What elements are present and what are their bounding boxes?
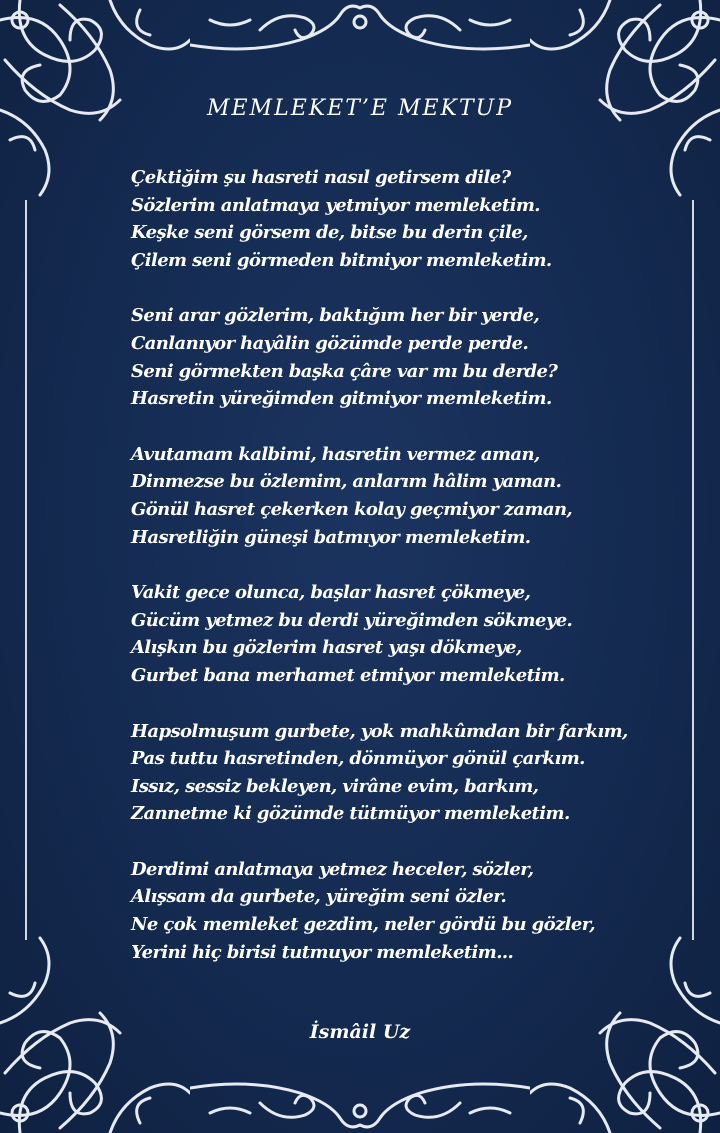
poem-line: Canlanıyor hayâlin gözümde perde perde.: [131, 332, 529, 354]
poem-line: Issız, sessiz bekleyen, virâne evim, barkım,: [131, 775, 539, 797]
poem-line: Dinmezse bu özlemim, anlarım hâlim yaman.: [131, 471, 562, 493]
poem-line: Hapsolmuşum gurbete, yok mahkûmdan bir farkım,: [131, 720, 628, 742]
poem-line: Sözlerim anlatmaya yetmiyor memleketim.: [131, 194, 540, 216]
poem-line: Zannetme ki gözümde tütmüyor memleketim.: [131, 803, 570, 825]
poem-line: Alışsam da gurbete, yüreğim seni özler.: [131, 886, 507, 908]
stanza-6: [131, 856, 671, 966]
poem-line: Çilem seni görmeden bitmiyor memleketim.: [131, 249, 552, 271]
stanza-3: [131, 441, 671, 551]
top-scroll-flourish-icon: [190, 0, 530, 60]
poem-line: Gönül hasret çekerken kolay geçmiyor zaman,: [131, 498, 573, 520]
poem-line: Seni görmekten başka çâre var mı bu derde?: [131, 360, 558, 382]
poem-line: Keşke seni görsem de, bitse bu derin çile,: [131, 222, 528, 244]
bottom-scroll-flourish-icon: [190, 1073, 530, 1133]
poem-line: Çektiğim şu hasreti nasıl getirsem dile?: [131, 167, 511, 188]
left-border-line: [25, 200, 27, 940]
stanza-2: [131, 302, 671, 412]
poem-line: Gurbet bana merhamet etmiyor memleketim.: [131, 664, 565, 686]
poem-line: Gücüm yetmez bu derdi yüreğimden sökmeye.: [131, 609, 573, 631]
stanza-4: [131, 579, 671, 689]
poem-title: MEMLEKET’E MEKTUP: [206, 96, 514, 121]
poem-line: Yerini hiç birisi tutmuyor memleketim...: [131, 941, 514, 963]
poem-line: Alışkın bu gözlerim hasret yaşı dökmeye,: [131, 637, 522, 659]
stanza-5: [131, 718, 671, 828]
poem-line: Avutamam kalbimi, hasretin vermez aman,: [131, 443, 540, 465]
stanza-1: [131, 164, 671, 274]
author-signature: İsmâil Uz: [309, 1021, 411, 1043]
poem-line: Ne çok memleket gezdim, neler gördü bu gözler,: [131, 914, 595, 936]
poem-line: Pas tuttu hasretinden, dönmüyor gönül çarkım.: [131, 748, 585, 770]
poem-line: Derdimi anlatmaya yetmez heceler, sözler,: [131, 858, 534, 880]
poem-line: Vakit gece olunca, başlar hasret çökmeye,: [131, 582, 531, 604]
poem-line: Seni arar gözlerim, baktığım her bir yerde,: [131, 305, 540, 327]
right-border-line: [692, 200, 694, 940]
poem-line: Hasretliğin güneşi batmıyor memleketim.: [131, 526, 531, 548]
poem-body: [131, 164, 671, 994]
poem-line: Hasretin yüreğimden gitmiyor memleketim.: [131, 388, 552, 410]
